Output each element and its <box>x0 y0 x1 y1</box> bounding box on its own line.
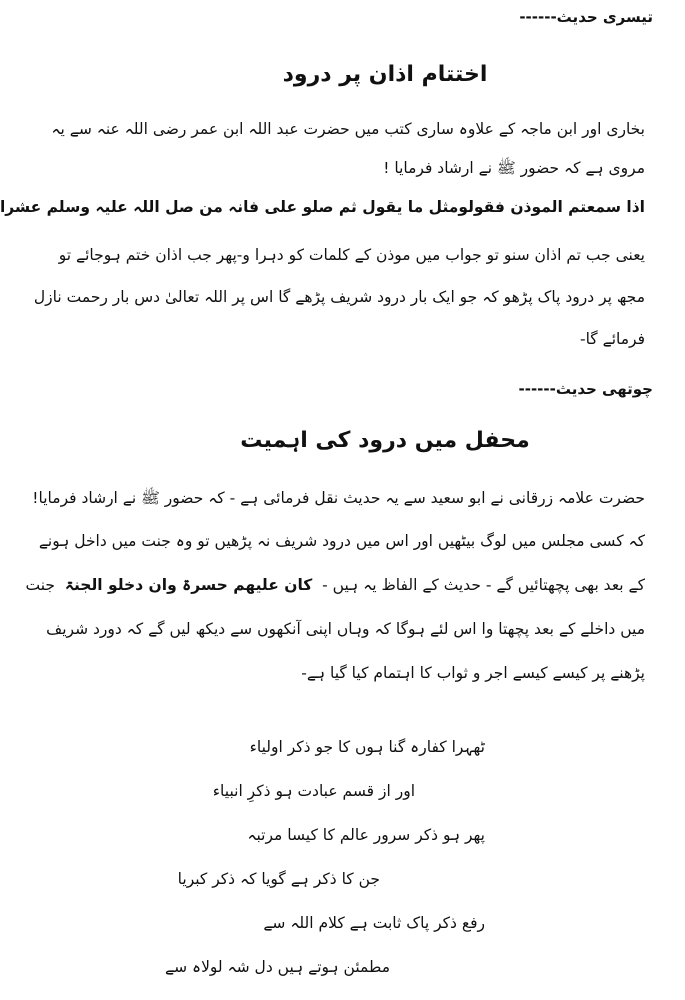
paragraph-line: مروی ہے کہ حضور ﷺ نے ارشاد فرمایا ! <box>383 159 645 177</box>
paragraph-line: پڑھنے پر کیسے کیسے اجر و ثواب کا اہتمام کیا گیا ہے- <box>301 664 645 682</box>
paragraph-line: کہ کسی مجلس میں لوگ بیٹھیں اور اس میں درود شریف نہ پڑھیں تو وہ جنت میں داخل ہونے <box>38 532 645 550</box>
poem-verse: پھر ہو ذکر سرور عالم کا کیسا مرتبہ <box>247 826 485 844</box>
section-label: تیسری حدیث------ <box>519 8 653 26</box>
section-label: چوتھی حدیث------ <box>518 380 653 398</box>
poem-verse: ٹھہرا کفارہ گنا ہوں کا جو ذکر اولیاء <box>249 738 485 756</box>
poem-verse: مطمئن ہوتے ہیں دل شہ لولاہ سے <box>164 958 390 976</box>
paragraph-line: فرمائے گا- <box>579 330 645 348</box>
arabic-hadith-phrase: کان علیھم حسرۃ وان دخلو الجنۃ <box>64 576 313 594</box>
poem-verse: اور از قسم عبادت ہو ذکرِ انبیاء <box>212 782 415 800</box>
section-heading: اختتام اذان پر درود <box>282 62 488 87</box>
paragraph-line: بخاری اور ابن ماجہ کے علاوہ ساری کتب میں حضرت عبد اللہ ابن عمر رضی اللہ عنہ سے یہ <box>51 120 645 138</box>
paragraph-line <box>25 576 645 594</box>
section-heading: محفل میں درود کی اہمیت <box>240 428 530 453</box>
poem-verse: رفع ذکر پاک ثابت ہے کلام اللہ سے <box>263 914 485 932</box>
paragraph-line: مجھ پر درود پاک پڑھو کہ جو ایک بار درود شریف پڑھے گا اس پر اللہ تعالیٰ دس بار رحمت نازل <box>33 288 645 306</box>
paragraph-line: حضرت علامہ زرقانی نے ابو سعید سے یہ حدیث نقل فرمائی ہے - کہ حضور ﷺ نے ارشاد فرمایا! <box>32 489 645 507</box>
poem-verse: جن کا ذکر ہے گویا کہ ذکر کبریا <box>177 870 380 888</box>
paragraph-text: کے بعد بھی پچھتائیں گے - حدیث کے الفاظ یہ ہیں - <box>322 576 645 594</box>
paragraph-line: میں داخلے کے بعد پچھتا وا اس لئے ہوگا کہ وہاں اپنی آنکھوں سے دیکھ لیں گے کہ دورد شریف <box>46 620 645 638</box>
arabic-hadith-line: اذا سمعتم الموذن فقولومثل ما یقول ثم صلو علی فانہ من صل اللہ علیہ وسلم عشرا <box>0 198 645 216</box>
paragraph-text: جنت <box>25 576 56 594</box>
paragraph-line: یعنی جب تم اذان سنو تو جواب میں موذن کے کلمات کو دہرا و-پھر جب اذان ختم ہوجائے تو <box>58 246 645 264</box>
